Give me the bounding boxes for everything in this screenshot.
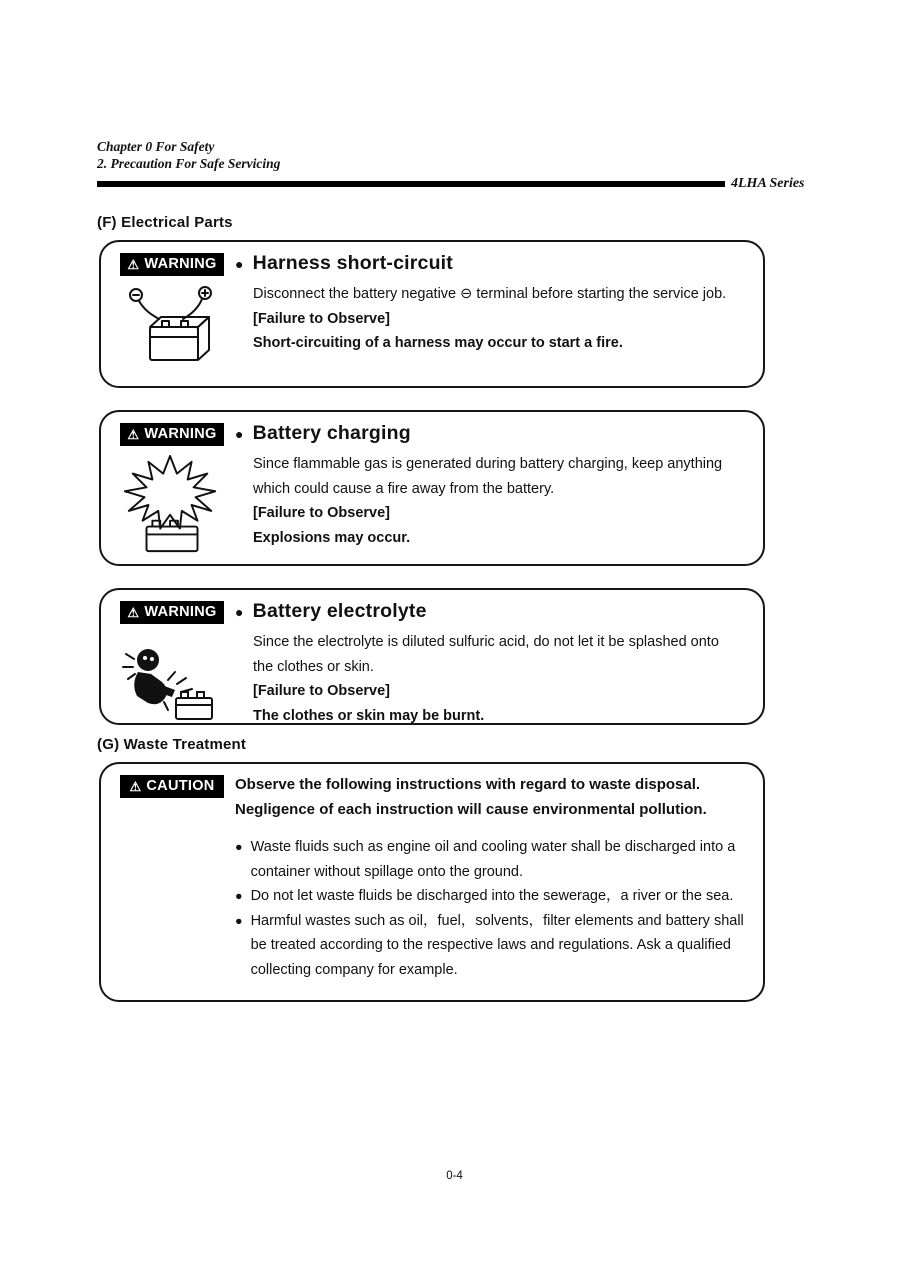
page-header xyxy=(97,138,807,192)
caution-bullet-text: Waste fluids such as engine oil and cooling water shall be discharged into a container without spillage onto the ground. xyxy=(250,839,736,880)
warning-box-content xyxy=(235,242,763,356)
warning-badge-label: WARNING xyxy=(144,426,217,442)
warning-title xyxy=(235,600,751,623)
caution-heading-line: Negligence of each instruction will cause environmental pollution. xyxy=(235,801,707,818)
warning-box-content xyxy=(235,412,763,550)
caution-bullet-text: Do not let waste fluids be discharged into the sewerage，a river or the sea. xyxy=(250,888,734,904)
warning-body-line: Disconnect the battery negative ⊖ terminal before starting the service job. xyxy=(253,286,727,302)
failure-text: Short-circuiting of a harness may occur to start a fire. xyxy=(253,335,623,351)
list-item xyxy=(235,835,759,884)
failure-label: [Failure to Observe] xyxy=(253,683,390,699)
header-rule xyxy=(97,181,725,187)
warning-title-text: Harness short-circuit xyxy=(252,252,453,274)
list-item xyxy=(235,884,759,909)
warning-title-text: Battery charging xyxy=(252,422,411,444)
bullet-icon: ● xyxy=(235,840,243,854)
warning-box-charging xyxy=(99,410,765,566)
warning-box-left-column xyxy=(110,423,234,556)
caution-bullet-list xyxy=(235,835,755,982)
section-g-label: (G) Waste Treatment xyxy=(97,736,247,753)
battery-illustration xyxy=(126,284,218,372)
electrolyte-splash-illustration xyxy=(118,632,226,727)
bullet-icon: ● xyxy=(235,255,244,272)
header-rule-row xyxy=(97,176,807,192)
warning-box-left-column xyxy=(110,253,234,372)
warning-body xyxy=(253,452,751,550)
warning-badge-label: WARNING xyxy=(144,256,217,272)
chapter-subtitle: 2. Precaution For Safe Servicing xyxy=(97,156,281,171)
chapter-title: Chapter 0 For Safety xyxy=(97,139,215,154)
warning-body-line: Since the electrolyte is diluted sulfuric acid, do not let it be splashed onto xyxy=(253,634,719,650)
bullet-icon: ● xyxy=(235,913,243,928)
caution-box-left-column xyxy=(110,775,234,798)
warning-triangle-icon: ⚠ xyxy=(127,256,140,272)
failure-label: [Failure to Observe] xyxy=(253,310,390,327)
battery-explosion-illustration xyxy=(121,454,223,556)
warning-badge xyxy=(120,423,224,446)
warning-triangle-icon: ⚠ xyxy=(127,426,140,442)
warning-triangle-icon: ⚠ xyxy=(127,604,140,620)
warning-triangle-icon: ⚠ xyxy=(129,778,142,794)
warning-badge xyxy=(120,253,224,276)
warning-badge xyxy=(120,601,224,624)
bullet-icon: ● xyxy=(235,425,244,442)
warning-body-line: Since flammable gas is generated during battery charging, keep anything xyxy=(253,456,723,472)
warning-badge-label: WARNING xyxy=(144,604,217,620)
warning-title xyxy=(235,252,751,275)
caution-box-content xyxy=(235,764,763,982)
caution-badge-label: CAUTION xyxy=(146,778,215,794)
warning-title xyxy=(235,422,751,445)
caution-bullet-text: Harmful wastes such as oil，fuel，solvents，filter elements and battery shall be treated according to the respective laws and regulations. Ask a qualified collecting company for example. xyxy=(250,912,744,978)
warning-body-line: the clothes or skin. xyxy=(253,658,374,675)
caution-badge xyxy=(120,775,224,798)
warning-title-text: Battery electrolyte xyxy=(252,600,427,622)
failure-text: Explosions may occur. xyxy=(253,529,411,546)
page-number: 0-4 xyxy=(446,1170,463,1182)
caution-heading-line: Observe the following instructions with regard to waste disposal. xyxy=(235,776,701,793)
failure-label: [Failure to Observe] xyxy=(253,505,390,521)
warning-box-left-column xyxy=(110,601,234,727)
warning-body-line: which could cause a fire away from the battery. xyxy=(253,480,555,497)
warning-box-content xyxy=(235,590,763,728)
warning-box-electrolyte xyxy=(99,588,765,725)
warning-body xyxy=(253,282,751,356)
warning-body xyxy=(253,630,751,728)
bullet-icon: ● xyxy=(235,603,244,620)
list-item xyxy=(235,909,759,983)
failure-text: The clothes or skin may be burnt. xyxy=(253,707,485,724)
warning-box-harness xyxy=(99,240,765,388)
caution-box-waste xyxy=(99,762,765,1002)
series-label: 4LHA Series xyxy=(731,176,805,191)
bullet-icon: ● xyxy=(235,889,243,903)
section-f-label: (F) Electrical Parts xyxy=(97,214,233,231)
caution-heading xyxy=(235,772,755,822)
